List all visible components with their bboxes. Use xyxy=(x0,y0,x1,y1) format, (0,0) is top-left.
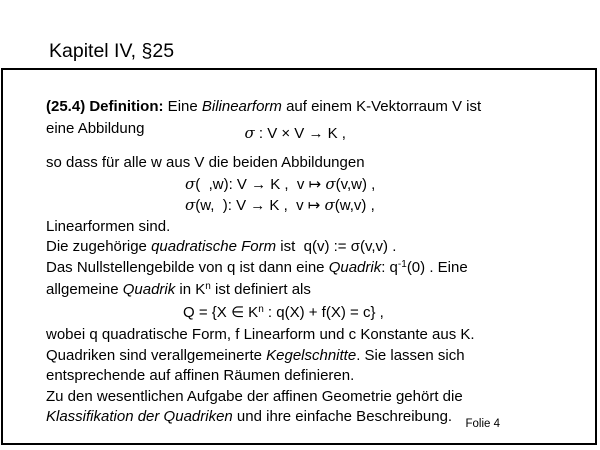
slide-number: Folie 4 xyxy=(465,418,500,430)
slide-content-box xyxy=(1,68,597,445)
nullstellengebilde-line: Das Nullstellengebilde von q ist dann eine Quadrik: $q^{-1}(0)$ . Eine xyxy=(46,258,468,276)
condition-line: so dass für alle w aus V die beiden Abbildungen xyxy=(46,154,365,171)
definition-intro-line: (25.4) Definition: Eine Bilinearform auf einem K-Vektorraum V ist xyxy=(46,98,482,115)
page-title: Kapitel IV, §25 xyxy=(49,40,175,62)
affine-raeume-line: entsprechende auf affinen Räumen definieren. xyxy=(46,367,355,384)
linearformen-line: Linearformen sind. xyxy=(46,217,171,235)
formula-left-slot-linearform: σ( ,w): V → K , v ↦ σ(v,w) , xyxy=(185,174,376,193)
slide-content xyxy=(3,70,595,428)
quadratische-form-line: Die zugehörige quadratische Form ist q(v) := σ(v,v) . xyxy=(46,238,397,255)
allgemeine-quadrik-line: allgemeine Quadrik in $K^n$ ist definiert als xyxy=(46,281,311,298)
formula-quadrik-definition: Q = {X ∈ $K^n$ : q(X) + f(X) = c} , xyxy=(183,303,384,321)
klassifikation-line: Klassifikation der Quadriken und ihre einfache Beschreibung. xyxy=(46,408,453,425)
abbildung-row xyxy=(46,118,589,140)
wobei-line: wobei q quadratische Form, f Linearform und c Konstante aus K. xyxy=(46,326,475,343)
formula-bilinear-form: σ : V × V → K , xyxy=(244,123,346,142)
aufgabe-line: Zu den wesentlichen Aufgabe der affinen Geometrie gehört die xyxy=(46,387,463,405)
kegelschnitte-line: Quadriken sind verallgemeinerte Kegelschnitte. Sie lassen sich xyxy=(46,346,465,364)
formula-right-slot-linearform: σ(w, ): V → K , v ↦ σ(w,v) , xyxy=(185,196,375,214)
abbildung-text: eine Abbildung xyxy=(46,119,145,137)
